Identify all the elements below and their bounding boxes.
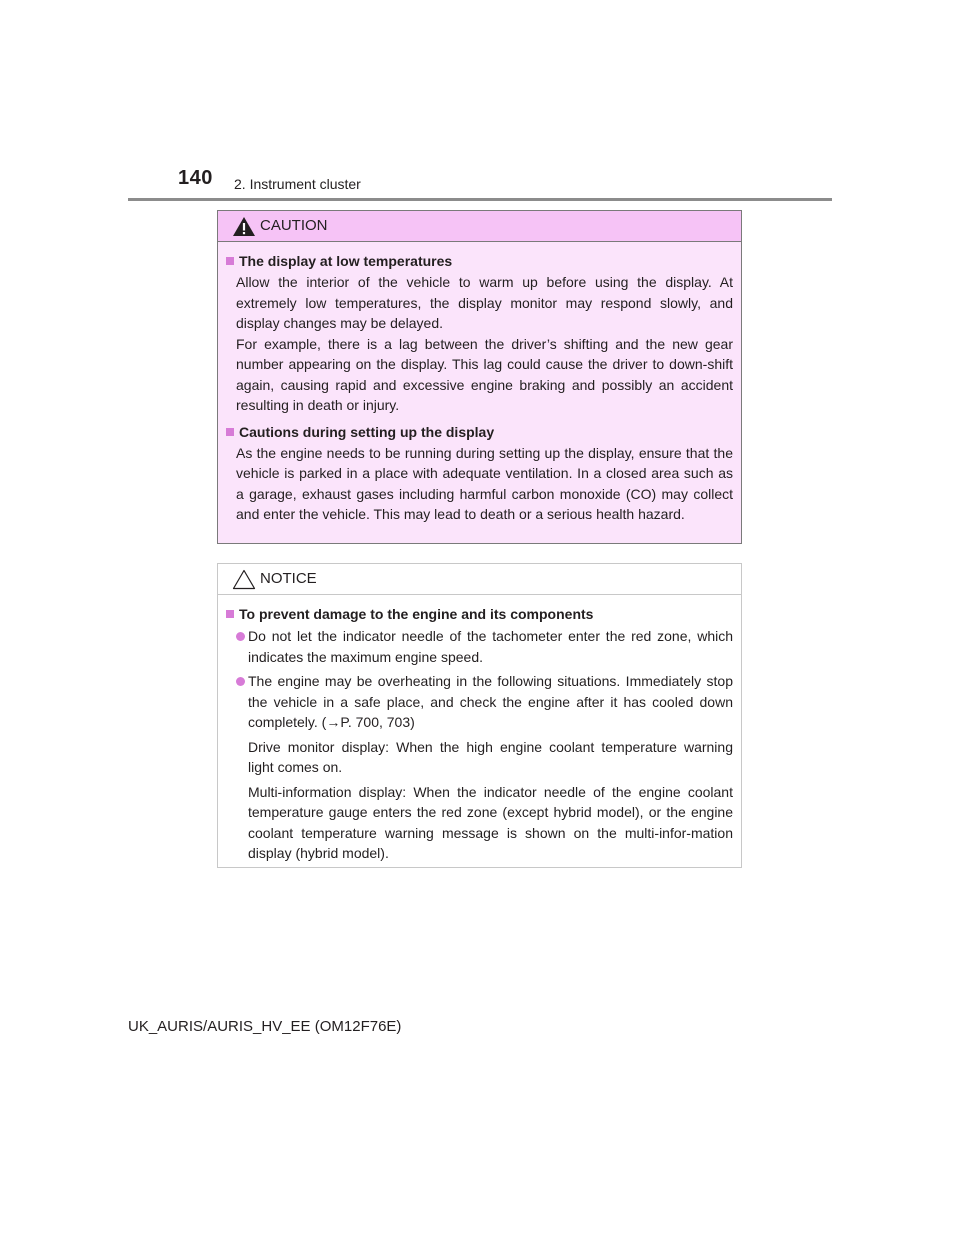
caution-paragraph: As the engine needs to be running during setting up the display, ensure that the vehicle is parked in a place with adequate ventilation. In a closed area such as a garage, exhaust gases including harmful carbon monoxide (CO) may collect and enter the vehicle. This may lead to death or a serious health hazard. [236, 444, 733, 522]
caution-heading-low-temperatures [226, 251, 733, 271]
section-title: 2. Instrument cluster [234, 176, 361, 192]
circle-bullet-icon [236, 677, 245, 686]
notice-bullet-item [226, 671, 733, 733]
heading-text: Cautions during setting up the display [239, 423, 495, 440]
caution-body [218, 242, 741, 525]
notice-header [218, 564, 741, 595]
caution-paragraph: Allow the interior of the vehicle to warm up before using the display. At extremely low temperatures, the display monitor may respond slowly, and display changes may be delayed. [236, 274, 733, 331]
page-number: 140 [178, 167, 213, 189]
notice-bullet-item [226, 626, 733, 667]
caution-box [217, 210, 742, 544]
bullet-text: Do not let the indicator needle of the tachometer enter the red zone, which indicates the maximum engine speed. [248, 628, 733, 665]
caution-header [218, 211, 741, 242]
heading-text: To prevent damage to the engine and its components [239, 606, 594, 622]
header-rule [128, 198, 832, 201]
warning-triangle-outline-icon [232, 569, 256, 590]
warning-triangle-filled-icon [232, 216, 256, 237]
notice-subparagraph: Multi-information display: When the indicator needle of the engine coolant temperature gauge enters the red zone (except hybrid model), or the engine coolant temperature warning message is shown on the multi-infor-mation display (hybrid model). [248, 783, 733, 861]
circle-bullet-icon [236, 632, 245, 641]
square-bullet-icon [226, 257, 234, 265]
caution-heading-setting-up-display [226, 422, 733, 442]
notice-label: NOTICE [260, 570, 317, 587]
bullet-text: The engine may be overheating in the following situations. Immediately stop the vehicle in a safe place, and check the engine after it has cooled down completely. (→P. 700, 703) [248, 673, 733, 730]
notice-box [217, 563, 742, 868]
heading-text: The display at low temperatures [239, 253, 453, 269]
notice-subparagraph: Drive monitor display: When the high engine coolant temperature warning light comes on. [248, 738, 733, 775]
square-bullet-icon [226, 610, 234, 618]
caution-label: CAUTION [260, 217, 328, 234]
notice-heading [226, 604, 733, 624]
notice-body [218, 595, 741, 864]
footer-doc-id: UK_AURIS/AURIS_HV_EE (OM12F76E) [128, 1018, 402, 1035]
square-bullet-icon [226, 428, 234, 436]
caution-paragraph: For example, there is a lag between the driver’s shifting and the new gear number appearing on the display. This lag could cause the driver to down-shift again, causing rapid and excessive engine braking and possibly an accident resulting in death or injury. [236, 335, 733, 413]
